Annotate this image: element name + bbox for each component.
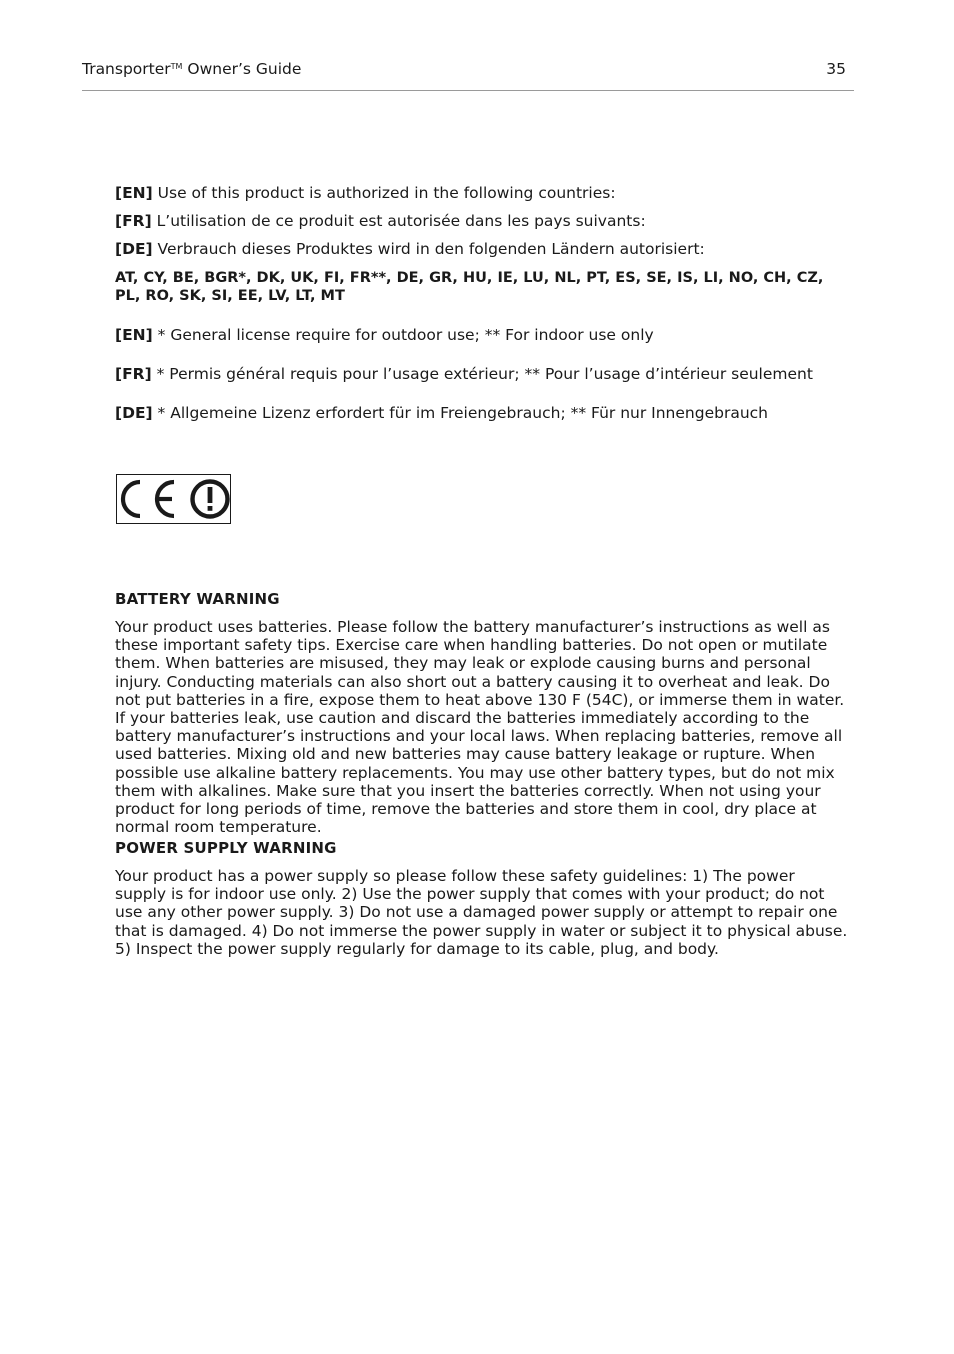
lang-tag: [EN] — [115, 326, 153, 344]
authorization-text: Use of this product is authorized in the following countries: — [152, 184, 616, 202]
lang-tag: [FR] — [115, 212, 152, 230]
battery-warning-body: Your product uses batteries. Please follow the battery manufacturer’s instructions as well as these important safety tips. Exercise care when handling batteries. Do not open or mutilate them. When batteries are misused, they may leak or explode causing burns and personal injury. Conducting materials can also short out a battery causing it to overheat and leak. Do not put batteries in a fire, expose them to heat above 130 F (54C), or immerse them in water. If your batteries leak, use caution and discard the batteries immediately according to the battery manufacturer’s instructions and your local laws. When replacing batteries, remove all used batteries. Mixing old and new batteries may cause battery leakage or rupture. When possible use alkaline battery replacements. You may use other battery types, but do not mix them with alkalines. Make sure that you insert the batteries correctly. When not using your product for long periods of time, remove the batteries and store them in cool, dry place at normal room temperature. — [115, 618, 845, 837]
ce-compliance-mark — [116, 474, 231, 524]
license-note-text: * Permis général requis pour l’usage extérieur; ** Pour l’usage d’intérieur seulement — [151, 365, 813, 383]
license-note-en — [115, 325, 855, 345]
authorization-line-en — [115, 183, 855, 203]
authorization-line-fr — [115, 211, 855, 231]
license-note-de — [115, 403, 855, 423]
ce-mark-icon — [123, 482, 174, 516]
authorization-text: L’utilisation de ce produit est autorisée dans les pays suivants: — [151, 212, 646, 230]
power-supply-warning-section — [115, 838, 850, 958]
lang-tag: [FR] — [115, 365, 152, 383]
authorization-section — [115, 183, 855, 442]
lang-tag: [DE] — [115, 240, 153, 258]
license-note-text: * Allgemeine Lizenz erfordert für im Freiengebrauch; ** Für nur Innengebrauch — [152, 404, 768, 422]
alert-class-icon — [193, 482, 228, 517]
authorization-text: Verbrauch dieses Produktes wird in den folgenden Ländern autorisiert: — [152, 240, 705, 258]
authorization-line-de — [115, 239, 855, 259]
power-supply-warning-heading: POWER SUPPLY WARNING — [115, 839, 337, 857]
battery-warning-section — [115, 589, 850, 836]
lang-tag: [EN] — [115, 184, 153, 202]
license-note-fr — [115, 364, 855, 384]
document-title-suffix: Owner’s Guide — [182, 60, 302, 78]
power-supply-warning-body: Your product has a power supply so please follow these safety guidelines: 1) The power supply is for indoor use only. 2) Use the power supply that comes with your product; do not use any other power supply. 3) Do not use a damaged power supply or attempt to repair one that is damaged. 4) Do not immerse the power supply in water or subject it to physical abuse. 5) Inspect the power supply regularly for damage to its cable, plug, and body. — [115, 867, 848, 958]
country-list: AT, CY, BE, BGR*, DK, UK, FI, FR**, DE, GR, HU, IE, LU, NL, PT, ES, SE, IS, LI, NO, CH, CZ, PL, RO, SK, SI, EE, LV, LT, MT — [115, 270, 824, 304]
page-header — [82, 58, 854, 91]
ce-mark-graphic — [117, 475, 230, 523]
license-note-text: * General license require for outdoor use; ** For indoor use only — [152, 326, 654, 344]
document-title-text: Transporter — [82, 60, 171, 78]
document-title — [82, 60, 301, 78]
page-number: 35 — [826, 60, 846, 78]
battery-warning-heading: BATTERY WARNING — [115, 590, 280, 608]
lang-tag: [DE] — [115, 404, 153, 422]
trademark-symbol: TM — [170, 62, 183, 71]
